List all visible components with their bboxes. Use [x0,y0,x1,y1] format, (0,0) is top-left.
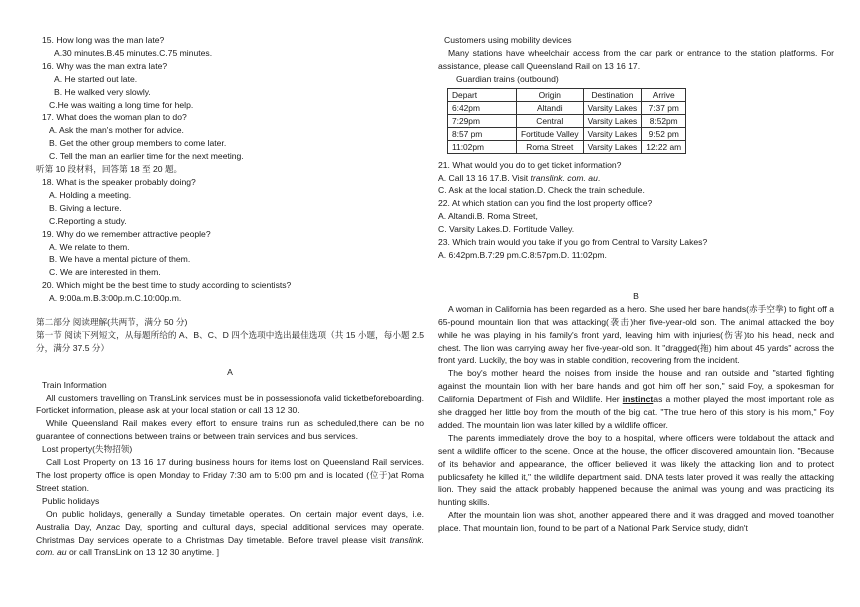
question-19-option-c: C. We are interested in them. [49,267,161,278]
passage-b-paragraph-3: The parents immediately drove the boy to a hospital, where officers were toldabout the attack and sent a wildlife officer to the scene. Once at the house, the officer discovered amountain lion. "Because of its behavior and appearance, the officer believed it was likely the attacking lion and to protect publicsafety he killed it," the wildlife department said. DNA tests later proved it was really the attacking lion. They said the attack probably happened because the animal was young and was practicing its hunting skills. [438,432,834,508]
question-23: 23. Which train would you take if you go from Central to Varsity Lakes? [438,237,708,248]
table-cell: 7:37 pm [642,101,686,114]
left-column [36,34,424,559]
translink-website: translink. com. au [530,172,598,183]
train-info-heading: Train Information [42,379,107,390]
section-10-instruction: 听第 10 段材料，回答第 18 至 20 题。 [36,164,183,175]
table-header: Destination [583,88,642,101]
table-cell: 12:22 am [642,140,686,153]
passage-b-label: B [633,290,639,301]
question-22: 22. At which station can you find the lost property office? [438,198,653,209]
table-row [448,101,686,114]
lost-property-heading: Lost property(失物招领) [42,444,133,455]
question-17-option-b: B. Get the other group members to come later. [49,138,227,149]
public-holidays-paragraph: On public holidays, generally a Sunday timetable operates. On certain major event days, i.e. Australia Day, Anzac Day, sporting and cultural days, special additional services may operate. Christmas Day services operate to a Christmas Day timetable. Before travel please visit translink. com. au or call TransLink on 13 12 30 anytime. ] [36,508,424,558]
table-header: Arrive [642,88,686,101]
table-cell: Roma Street [517,140,584,153]
question-21-options-ab: A. Call 13 16 17.B. Visit translink. com. au. [438,172,601,183]
question-16: 16. Why was the man extra late? [42,60,168,71]
mobility-heading: Customers using mobility devices [444,35,572,45]
table-cell: 8:52pm [642,114,686,127]
question-21-options-cd: C. Ask at the local station.D. Check the train schedule. [438,185,645,196]
question-16-option-c: C.He was waiting a long time for help. [49,99,194,110]
passage-b-paragraph-1: A woman in California has been regarded as a hero. She used her bare hands(赤手空拳) to fight off a 65-pound mountain lion that was attacking(袭击)her five-year-old son. The animal attacked the boy while he was playing in his family's front yard, leaving him with injuries(伤害)to his head, neck and chest. The lion was carrying away her five-year-old son. It "dragged(拖) him about 45 yards" across the front yard. Luckily, the boy was in stable condition, recovering from the incident. [438,303,834,366]
guardian-trains-table [447,88,686,154]
question-17-option-a: A. Ask the man's mother for advice. [49,125,184,136]
right-column [438,34,834,535]
part-2-section-1-instruction: 第一节 阅读下列短文，从每题所给的 A、B、C、D 四个选项中选出最佳选项（共 15 小题，每小题 2.5 分，满分 37.5 分） [36,329,424,353]
table-cell: Central [517,114,584,127]
lost-property-paragraph: Call Lost Property on 13 16 17 during business hours for items lost on Queensland Rail services. The lost property office is open Monday to Friday 7:30 am to 5:00 pm and is located (位于)at Roma Street station. [36,457,424,493]
question-18-option-c: C.Reporting a study. [49,215,127,226]
table-header: Origin [517,88,584,101]
question-20: 20. Which might be the best time to study according to scientists? [42,280,292,291]
passage-b-paragraph-2: The boy's mother heard the noises from inside the house and ran outside and "started fighting against the mountain lion with her bare hands and got him off her son," said Foy, a spokesman for California Department of Fish and Wildlife. Her instinctas a mother played the most important role as she dragged her little boy from the mouth of the big cat. "The true hero of this story is his mom," Foy added. The mountain lion was later killed by a wildlife officer. [438,368,834,430]
ticket-paragraph: All customers travelling on TransLink services must be in possessionofa valid ticketbeforeboarding. Forticket information, please ask at your local station or call 13 12 30. [36,392,424,416]
question-15-options: A.30 minutes.B.45 minutes.C.75 minutes. [54,47,213,58]
question-15: 15. How long was the man late? [42,35,165,45]
question-23-options: A. 6:42pm.B.7:29 pm.C.8:57pm.D. 11:02pm. [438,249,607,260]
question-18-option-a: A. Holding a meeting. [49,189,132,200]
table-cell: 9:52 pm [642,127,686,140]
table-cell: 8:57 pm [448,127,517,140]
table-cell: Fortitude Valley [517,127,584,140]
table-cell: 6:42pm [448,101,517,114]
table-cell: Varsity Lakes [583,127,642,140]
table-cell: 7:29pm [448,114,517,127]
question-21: 21. What would you do to get ticket information? [438,159,622,170]
public-holidays-heading: Public holidays [42,495,100,506]
passage-a-label: A [227,366,233,377]
connections-paragraph: While Queensland Rail makes every effort to ensure trains run as scheduled,there can be no guarantee of connections between trains or between train services and bus services. [36,418,424,442]
question-19: 19. Why do we remember attractive people? [42,228,211,239]
question-16-option-b: B. He walked very slowly. [54,86,151,97]
question-18-option-b: B. Giving a lecture. [49,202,122,213]
question-19-option-b: B. We have a mental picture of them. [49,254,191,265]
table-row [448,127,686,140]
question-16-option-a: A. He started out late. [54,73,138,84]
question-18: 18. What is the speaker probably doing? [42,176,196,187]
passage-b-paragraph-4: After the mountain lion was shot, another appeared there and it was dragged and moved toanother place. That mountain lion, found to be part of a National Park Service study, didn't [438,510,834,534]
translink-website: translink. com. au [36,534,424,558]
table-cell: Altandi [517,101,584,114]
table-cell: Varsity Lakes [583,114,642,127]
question-22-options-cd: C. Varsity Lakes.D. Fortitude Valley. [438,224,575,235]
underlined-word-instinct: instinct [622,394,654,405]
table-cell: Varsity Lakes [583,101,642,114]
question-17: 17. What does the woman plan to do? [42,112,187,123]
question-19-option-a: A. We relate to them. [49,241,130,252]
table-row [448,140,686,153]
question-22-options-ab: A. Altandi.B. Roma Street, [438,211,538,222]
part-2-heading: 第二部分 阅读理解(共两节，满分 50 分) [36,317,188,328]
guardian-trains-heading: Guardian trains (outbound) [456,73,559,84]
mobility-paragraph: Many stations have wheelchair access from the car park or entrance to the station platforms. For assistance, please call Queensland Rail on 13 16 17. [438,47,834,71]
question-17-option-c: C. Tell the man an earlier time for the next meeting. [49,151,244,162]
table-row [448,114,686,127]
table-cell: Varsity Lakes [583,140,642,153]
table-header-row [448,88,686,101]
question-20-options: A. 9:00a.m.B.3:00p.m.C.10:00p.m. [49,293,182,304]
table-header: Depart [448,88,517,101]
table-cell: 11:02pm [448,140,517,153]
